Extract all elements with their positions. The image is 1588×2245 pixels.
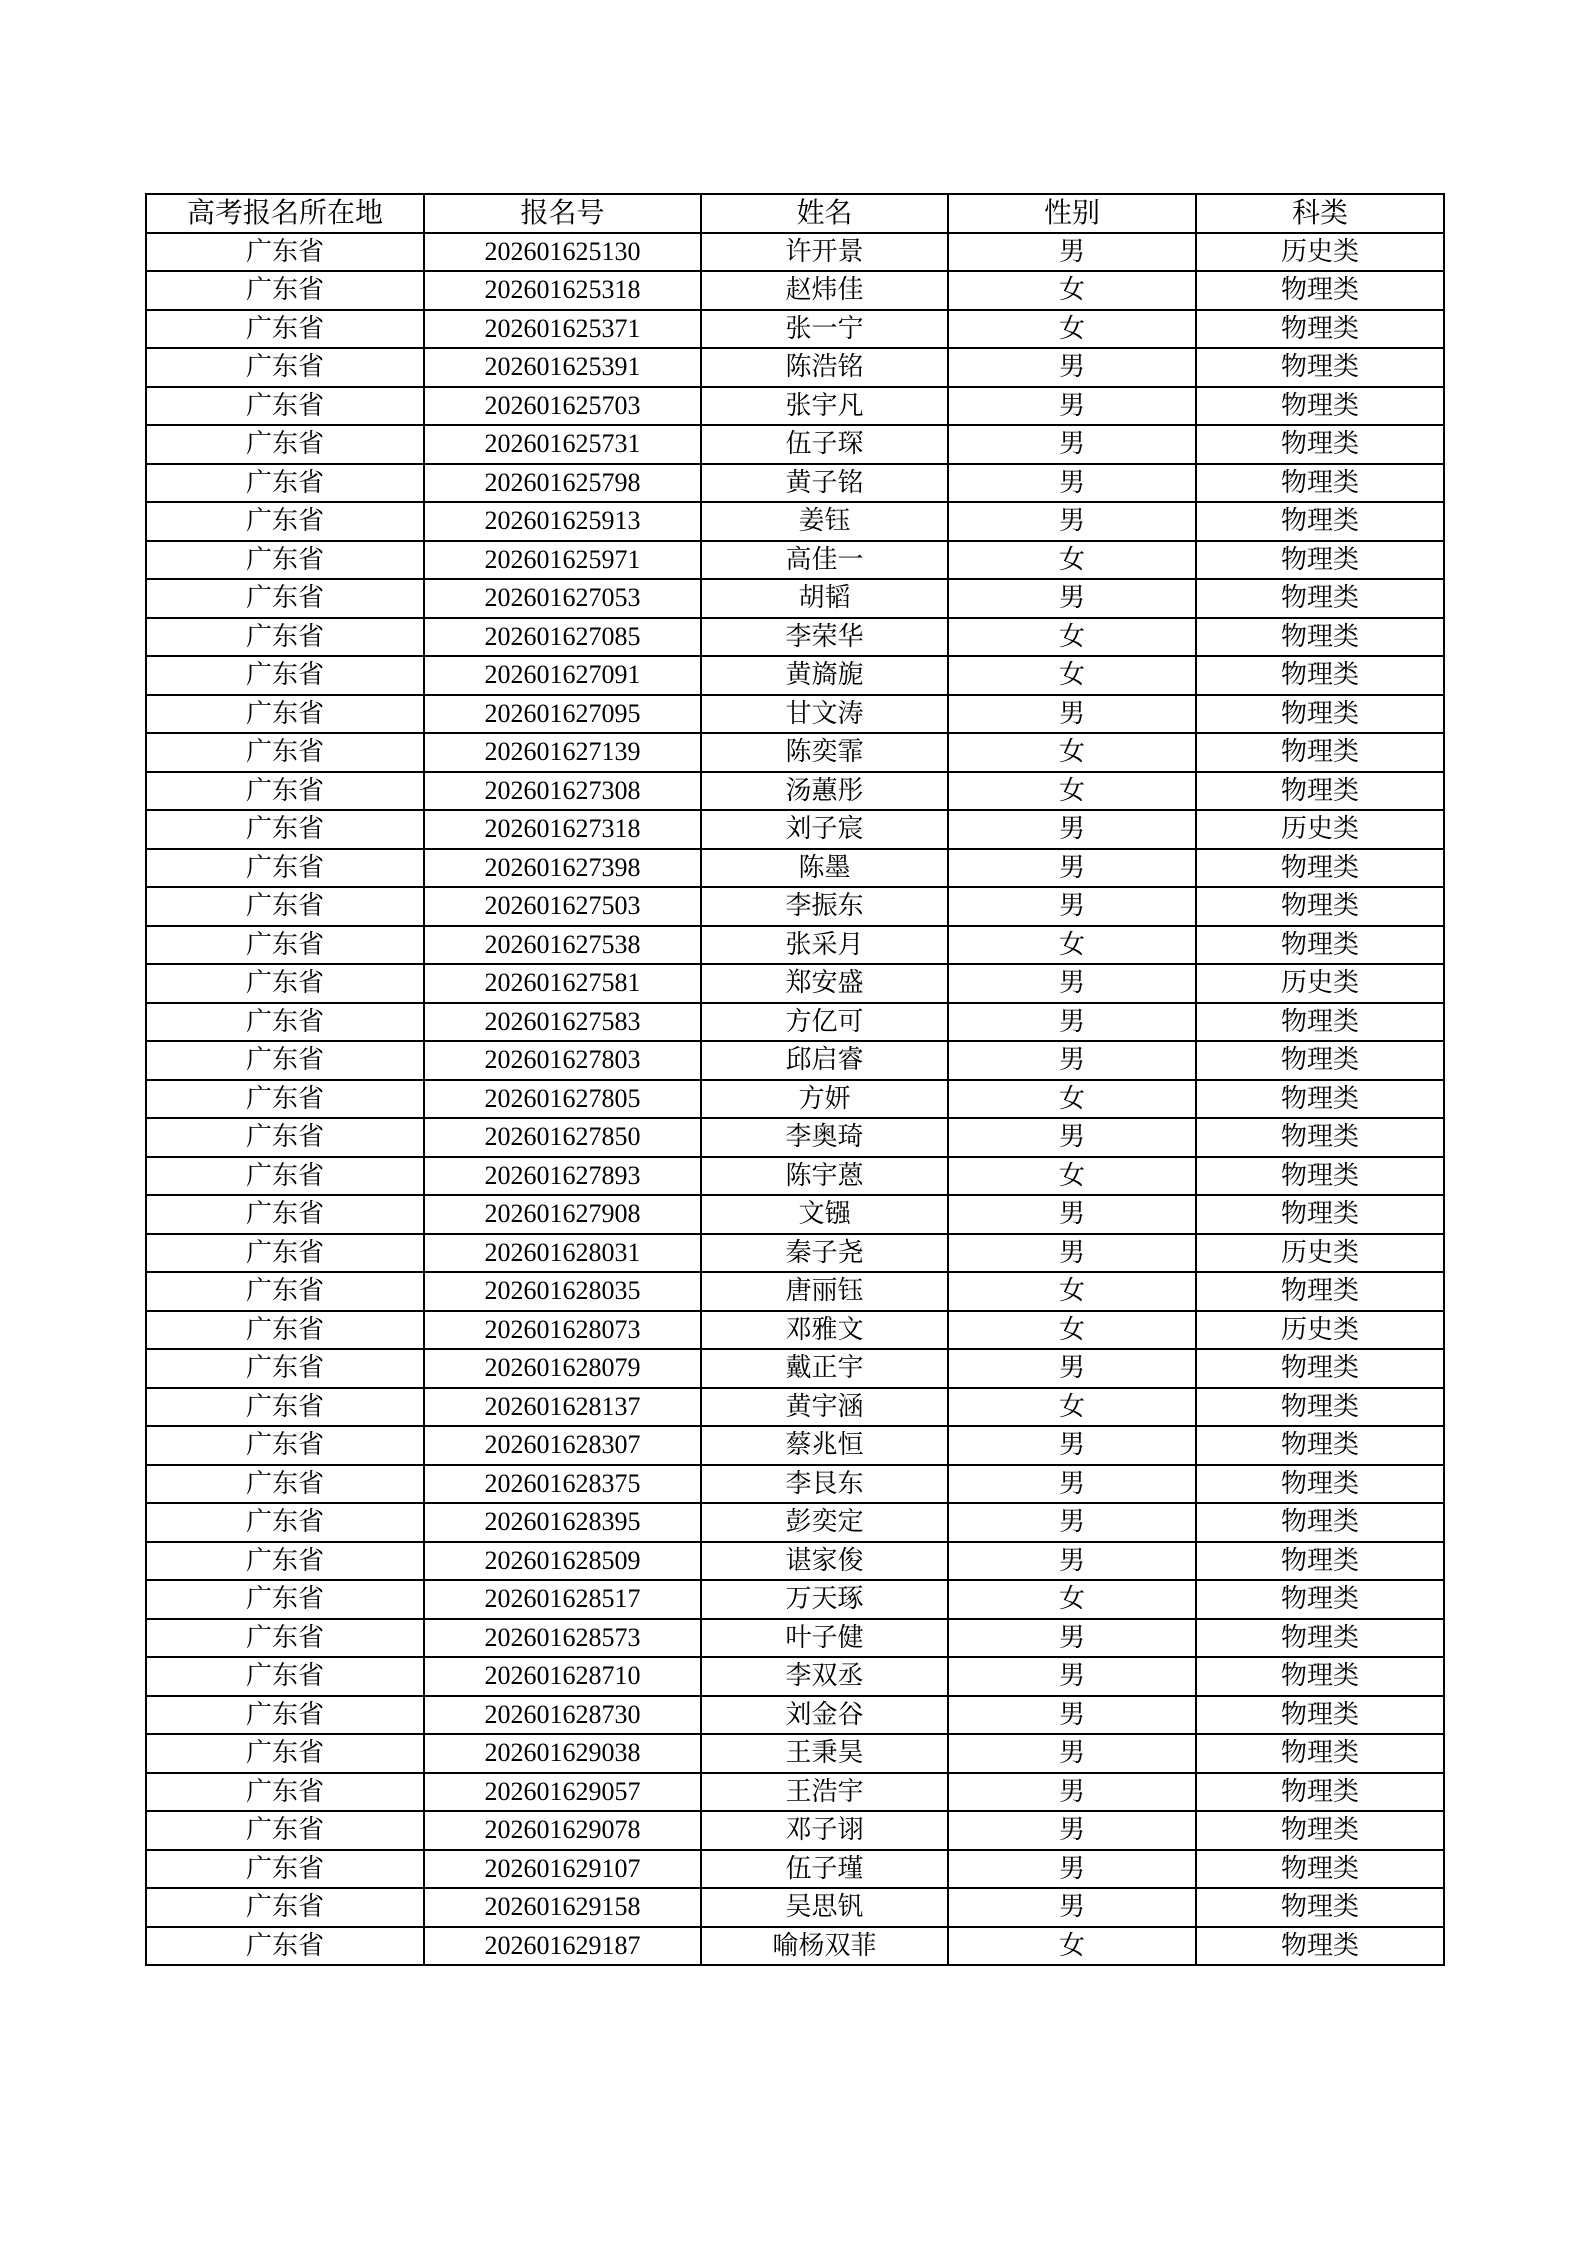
cell-gender: 男 [948,1542,1196,1581]
cell-region: 广东省 [146,1503,424,1542]
table-row [146,1195,1444,1234]
roster-table [145,193,1445,1966]
table-row [146,1080,1444,1119]
cell-name: 汤蕙彤 [701,772,948,811]
cell-registration-number: 202601625731 [424,425,701,464]
cell-region: 广东省 [146,618,424,657]
cell-registration-number: 202601627583 [424,1003,701,1042]
cell-subject-track: 物理类 [1196,1734,1444,1773]
cell-region: 广东省 [146,1195,424,1234]
cell-subject-track: 历史类 [1196,1311,1444,1350]
cell-name: 王秉昊 [701,1734,948,1773]
cell-gender: 男 [948,1003,1196,1042]
cell-name: 戴正宇 [701,1349,948,1388]
cell-registration-number: 202601628375 [424,1465,701,1504]
cell-region: 广东省 [146,271,424,310]
cell-region: 广东省 [146,464,424,503]
cell-name: 赵炜佳 [701,271,948,310]
cell-subject-track: 物理类 [1196,1426,1444,1465]
cell-region: 广东省 [146,1272,424,1311]
cell-registration-number: 202601628573 [424,1619,701,1658]
cell-gender: 男 [948,233,1196,272]
table-row [146,849,1444,888]
cell-gender: 男 [948,1118,1196,1157]
cell-registration-number: 202601627503 [424,887,701,926]
cell-name: 叶子健 [701,1619,948,1658]
cell-region: 广东省 [146,887,424,926]
cell-gender: 男 [948,964,1196,1003]
cell-gender: 男 [948,1041,1196,1080]
cell-registration-number: 202601628307 [424,1426,701,1465]
cell-registration-number: 202601627053 [424,579,701,618]
table-row [146,387,1444,426]
cell-region: 广东省 [146,1696,424,1735]
cell-region: 广东省 [146,1850,424,1889]
cell-gender: 男 [948,810,1196,849]
cell-registration-number: 202601628730 [424,1696,701,1735]
cell-name: 张采月 [701,926,948,965]
cell-name: 高佳一 [701,541,948,580]
cell-name: 郑安盛 [701,964,948,1003]
table-row [146,1619,1444,1658]
cell-gender: 女 [948,541,1196,580]
table-row [146,1773,1444,1812]
cell-name: 方妍 [701,1080,948,1119]
table-row [146,618,1444,657]
cell-name: 李奥琦 [701,1118,948,1157]
cell-name: 刘金谷 [701,1696,948,1735]
table-row [146,1234,1444,1273]
cell-registration-number: 202601629107 [424,1850,701,1889]
table-row [146,1349,1444,1388]
cell-registration-number: 202601629187 [424,1927,701,1966]
cell-subject-track: 物理类 [1196,1003,1444,1042]
cell-registration-number: 202601628710 [424,1657,701,1696]
cell-subject-track: 物理类 [1196,1927,1444,1966]
table-row [146,1927,1444,1966]
cell-subject-track: 历史类 [1196,810,1444,849]
cell-name: 王浩宇 [701,1773,948,1812]
cell-region: 广东省 [146,1734,424,1773]
cell-gender: 男 [948,1465,1196,1504]
cell-region: 广东省 [146,1426,424,1465]
cell-gender: 女 [948,1080,1196,1119]
cell-region: 广东省 [146,695,424,734]
cell-region: 广东省 [146,1927,424,1966]
cell-region: 广东省 [146,1580,424,1619]
cell-registration-number: 202601627538 [424,926,701,965]
cell-registration-number: 202601627308 [424,772,701,811]
cell-region: 广东省 [146,348,424,387]
header-name: 姓名 [701,194,948,233]
cell-region: 广东省 [146,1003,424,1042]
table-row [146,1426,1444,1465]
cell-subject-track: 物理类 [1196,464,1444,503]
cell-region: 广东省 [146,233,424,272]
cell-gender: 女 [948,1272,1196,1311]
table-row [146,1388,1444,1427]
cell-region: 广东省 [146,1773,424,1812]
cell-gender: 男 [948,887,1196,926]
cell-subject-track: 物理类 [1196,579,1444,618]
cell-name: 许开景 [701,233,948,272]
cell-registration-number: 202601629158 [424,1888,701,1927]
table-body [146,233,1444,1966]
cell-region: 广东省 [146,579,424,618]
cell-registration-number: 202601625913 [424,502,701,541]
cell-subject-track: 物理类 [1196,1696,1444,1735]
cell-region: 广东省 [146,964,424,1003]
cell-subject-track: 物理类 [1196,1041,1444,1080]
cell-name: 吴思钒 [701,1888,948,1927]
cell-gender: 男 [948,1696,1196,1735]
table-row [146,1888,1444,1927]
cell-gender: 男 [948,1426,1196,1465]
table-row [146,1542,1444,1581]
cell-gender: 女 [948,1927,1196,1966]
cell-region: 广东省 [146,1157,424,1196]
cell-registration-number: 202601627805 [424,1080,701,1119]
cell-name: 李艮东 [701,1465,948,1504]
cell-registration-number: 202601629078 [424,1811,701,1850]
cell-gender: 女 [948,1157,1196,1196]
table-row [146,656,1444,695]
cell-subject-track: 物理类 [1196,1580,1444,1619]
cell-name: 蔡兆恒 [701,1426,948,1465]
header-region: 高考报名所在地 [146,194,424,233]
cell-subject-track: 物理类 [1196,1542,1444,1581]
cell-gender: 男 [948,1850,1196,1889]
cell-subject-track: 物理类 [1196,541,1444,580]
cell-region: 广东省 [146,810,424,849]
cell-registration-number: 202601627139 [424,733,701,772]
cell-registration-number: 202601629038 [424,1734,701,1773]
cell-gender: 女 [948,772,1196,811]
header-row [146,194,1444,233]
cell-region: 广东省 [146,1118,424,1157]
cell-gender: 男 [948,425,1196,464]
cell-region: 广东省 [146,656,424,695]
cell-name: 姜钰 [701,502,948,541]
cell-gender: 女 [948,618,1196,657]
table-row [146,1503,1444,1542]
table-row [146,926,1444,965]
header-registration-number: 报名号 [424,194,701,233]
cell-subject-track: 物理类 [1196,1773,1444,1812]
cell-name: 黄宇涵 [701,1388,948,1427]
cell-subject-track: 物理类 [1196,1118,1444,1157]
cell-region: 广东省 [146,733,424,772]
cell-registration-number: 202601628031 [424,1234,701,1273]
cell-gender: 男 [948,1773,1196,1812]
cell-subject-track: 物理类 [1196,1195,1444,1234]
cell-region: 广东省 [146,1465,424,1504]
cell-registration-number: 202601628395 [424,1503,701,1542]
cell-name: 陈宇蒽 [701,1157,948,1196]
cell-name: 陈浩铭 [701,348,948,387]
cell-registration-number: 202601625371 [424,310,701,349]
cell-registration-number: 202601627085 [424,618,701,657]
cell-registration-number: 202601625130 [424,233,701,272]
cell-registration-number: 202601628137 [424,1388,701,1427]
cell-gender: 女 [948,310,1196,349]
cell-region: 广东省 [146,310,424,349]
cell-name: 李荣华 [701,618,948,657]
cell-gender: 男 [948,1503,1196,1542]
cell-gender: 男 [948,1619,1196,1658]
cell-subject-track: 历史类 [1196,233,1444,272]
cell-registration-number: 202601628073 [424,1311,701,1350]
cell-region: 广东省 [146,1388,424,1427]
cell-region: 广东省 [146,1080,424,1119]
cell-name: 黄子铭 [701,464,948,503]
table-row [146,1003,1444,1042]
cell-gender: 女 [948,656,1196,695]
cell-registration-number: 202601628517 [424,1580,701,1619]
table-row [146,1118,1444,1157]
cell-gender: 女 [948,1311,1196,1350]
table-row [146,810,1444,849]
cell-registration-number: 202601628079 [424,1349,701,1388]
cell-region: 广东省 [146,849,424,888]
cell-region: 广东省 [146,1657,424,1696]
cell-registration-number: 202601625318 [424,271,701,310]
cell-gender: 男 [948,1888,1196,1927]
cell-registration-number: 202601628509 [424,1542,701,1581]
cell-name: 李双丞 [701,1657,948,1696]
header-subject-track: 科类 [1196,194,1444,233]
cell-subject-track: 历史类 [1196,964,1444,1003]
cell-name: 刘子宸 [701,810,948,849]
cell-name: 伍子琛 [701,425,948,464]
cell-subject-track: 物理类 [1196,772,1444,811]
cell-gender: 男 [948,502,1196,541]
cell-subject-track: 物理类 [1196,618,1444,657]
table-row [146,1657,1444,1696]
table-row [146,425,1444,464]
cell-subject-track: 物理类 [1196,502,1444,541]
cell-subject-track: 物理类 [1196,1157,1444,1196]
table-row [146,1272,1444,1311]
cell-name: 张一宁 [701,310,948,349]
table-row [146,772,1444,811]
cell-name: 陈墨 [701,849,948,888]
cell-subject-track: 物理类 [1196,271,1444,310]
cell-subject-track: 物理类 [1196,733,1444,772]
cell-subject-track: 物理类 [1196,887,1444,926]
cell-name: 邓子诩 [701,1811,948,1850]
table-row [146,887,1444,926]
cell-region: 广东省 [146,425,424,464]
cell-gender: 男 [948,849,1196,888]
cell-subject-track: 物理类 [1196,1888,1444,1927]
table-row [146,695,1444,734]
cell-subject-track: 物理类 [1196,348,1444,387]
cell-subject-track: 物理类 [1196,1657,1444,1696]
cell-subject-track: 物理类 [1196,926,1444,965]
cell-gender: 男 [948,1349,1196,1388]
cell-subject-track: 物理类 [1196,1349,1444,1388]
cell-name: 谌家俊 [701,1542,948,1581]
table-row [146,1311,1444,1350]
cell-region: 广东省 [146,502,424,541]
cell-name: 伍子瑾 [701,1850,948,1889]
cell-subject-track: 物理类 [1196,387,1444,426]
table-row [146,464,1444,503]
cell-gender: 女 [948,271,1196,310]
table-row [146,271,1444,310]
table-row [146,502,1444,541]
cell-registration-number: 202601627803 [424,1041,701,1080]
cell-gender: 男 [948,579,1196,618]
cell-subject-track: 物理类 [1196,1850,1444,1889]
cell-registration-number: 202601625798 [424,464,701,503]
table-row [146,541,1444,580]
table-row [146,1157,1444,1196]
cell-gender: 女 [948,733,1196,772]
cell-name: 黄旖旎 [701,656,948,695]
cell-registration-number: 202601627398 [424,849,701,888]
table-row [146,1811,1444,1850]
cell-subject-track: 物理类 [1196,1272,1444,1311]
cell-gender: 女 [948,1580,1196,1619]
cell-subject-track: 物理类 [1196,695,1444,734]
cell-registration-number: 202601625391 [424,348,701,387]
cell-registration-number: 202601627095 [424,695,701,734]
cell-region: 广东省 [146,1811,424,1850]
cell-gender: 女 [948,926,1196,965]
cell-region: 广东省 [146,1542,424,1581]
cell-name: 文镪 [701,1195,948,1234]
cell-subject-track: 物理类 [1196,425,1444,464]
cell-registration-number: 202601628035 [424,1272,701,1311]
cell-registration-number: 202601625971 [424,541,701,580]
cell-registration-number: 202601625703 [424,387,701,426]
table-row [146,1850,1444,1889]
header-gender: 性别 [948,194,1196,233]
cell-gender: 男 [948,1811,1196,1850]
cell-gender: 男 [948,1657,1196,1696]
cell-subject-track: 物理类 [1196,1619,1444,1658]
table-row [146,310,1444,349]
cell-gender: 男 [948,348,1196,387]
table-row [146,1465,1444,1504]
table-row [146,1580,1444,1619]
cell-region: 广东省 [146,1311,424,1350]
cell-region: 广东省 [146,1234,424,1273]
cell-registration-number: 202601627893 [424,1157,701,1196]
table-header [146,194,1444,233]
cell-name: 甘文涛 [701,695,948,734]
cell-gender: 男 [948,1734,1196,1773]
cell-subject-track: 物理类 [1196,656,1444,695]
cell-registration-number: 202601629057 [424,1773,701,1812]
cell-subject-track: 物理类 [1196,1811,1444,1850]
cell-name: 邱启睿 [701,1041,948,1080]
cell-name: 邓雅文 [701,1311,948,1350]
table-row [146,579,1444,618]
cell-gender: 男 [948,695,1196,734]
table-row [146,1041,1444,1080]
cell-subject-track: 物理类 [1196,310,1444,349]
cell-name: 秦子尧 [701,1234,948,1273]
cell-name: 胡韬 [701,579,948,618]
table-row [146,233,1444,272]
cell-region: 广东省 [146,1619,424,1658]
table-row [146,1696,1444,1735]
cell-subject-track: 物理类 [1196,1503,1444,1542]
cell-name: 方亿可 [701,1003,948,1042]
cell-registration-number: 202601627318 [424,810,701,849]
cell-gender: 男 [948,387,1196,426]
table-row [146,348,1444,387]
cell-gender: 男 [948,464,1196,503]
cell-registration-number: 202601627581 [424,964,701,1003]
cell-region: 广东省 [146,1349,424,1388]
cell-registration-number: 202601627850 [424,1118,701,1157]
cell-region: 广东省 [146,772,424,811]
cell-subject-track: 历史类 [1196,1234,1444,1273]
cell-gender: 男 [948,1234,1196,1273]
cell-registration-number: 202601627908 [424,1195,701,1234]
table-row [146,964,1444,1003]
cell-name: 李振东 [701,887,948,926]
cell-name: 彭奕定 [701,1503,948,1542]
table-row [146,733,1444,772]
cell-name: 张宇凡 [701,387,948,426]
cell-name: 喻杨双菲 [701,1927,948,1966]
cell-region: 广东省 [146,926,424,965]
cell-name: 万天琢 [701,1580,948,1619]
cell-name: 陈奕霏 [701,733,948,772]
cell-name: 唐丽钰 [701,1272,948,1311]
cell-subject-track: 物理类 [1196,849,1444,888]
cell-region: 广东省 [146,1041,424,1080]
cell-region: 广东省 [146,1888,424,1927]
cell-region: 广东省 [146,541,424,580]
cell-subject-track: 物理类 [1196,1388,1444,1427]
table-row [146,1734,1444,1773]
cell-subject-track: 物理类 [1196,1080,1444,1119]
cell-gender: 女 [948,1388,1196,1427]
cell-region: 广东省 [146,387,424,426]
cell-gender: 男 [948,1195,1196,1234]
cell-subject-track: 物理类 [1196,1465,1444,1504]
cell-registration-number: 202601627091 [424,656,701,695]
